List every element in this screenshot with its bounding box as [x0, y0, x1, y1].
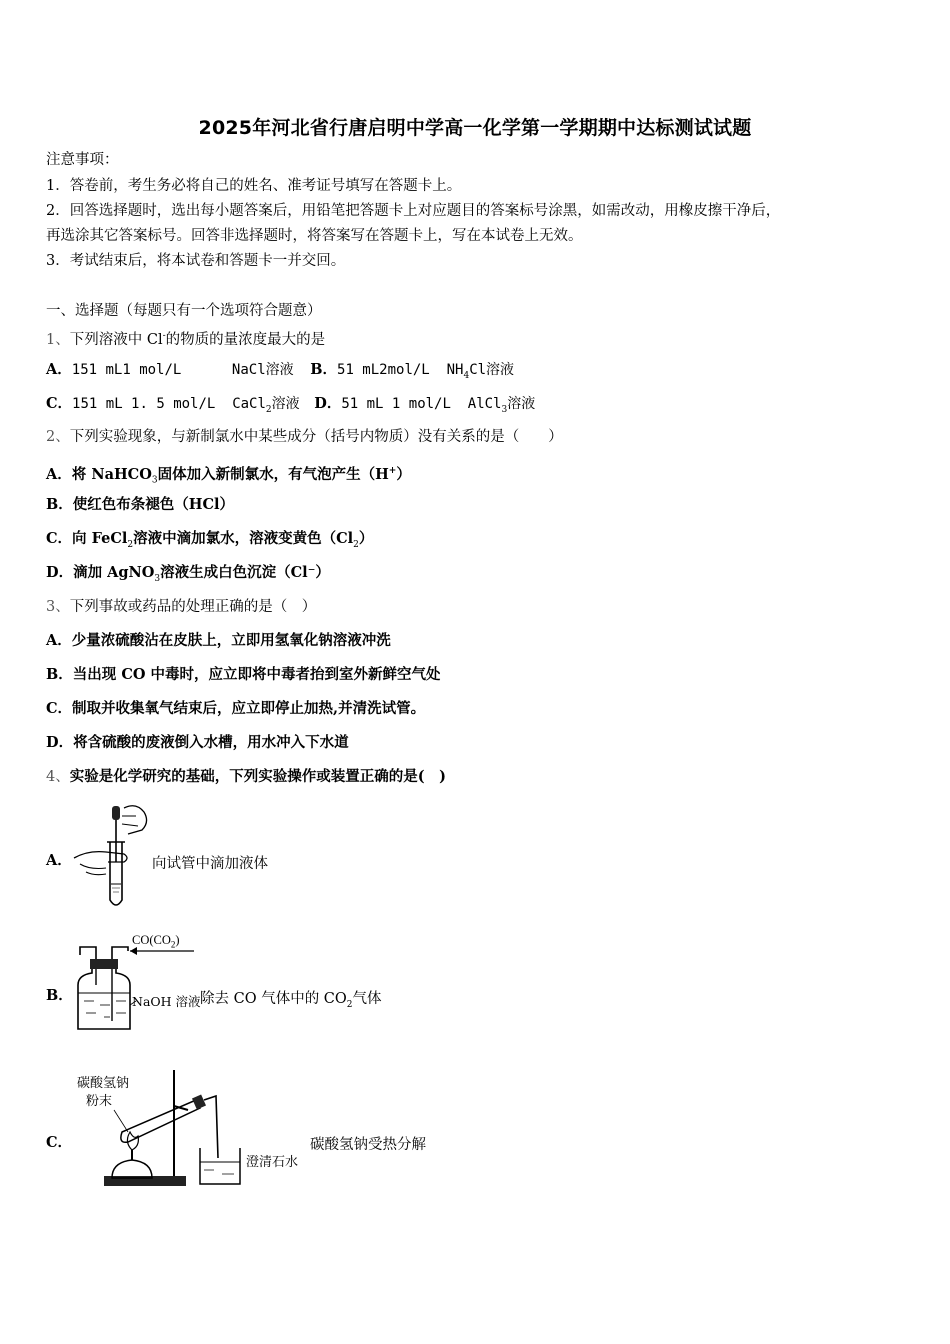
gas-label-text: CO(CO [132, 933, 171, 947]
option-a-text: 少量浓硫酸沾在皮肤上，立即用氢氧化钠溶液冲洗 [71, 632, 391, 649]
option-label-c: C． [46, 395, 73, 412]
option-a-text: 固体加入新制氯水，有气泡产生（H [157, 465, 389, 483]
powder-label-line1: 碳酸氢钠 [77, 1076, 130, 1091]
option-label-d: D． [46, 564, 74, 581]
option-c-text: 制取并收集氧气结束后，应立即停止加热,并清洗试管。 [72, 700, 426, 717]
option-d-text: 滴加 AgNO [73, 564, 155, 581]
stem-text: 下列实验现象，与新制氯水中某些成分（括号内物质）没有关系的是（ ） [69, 429, 563, 445]
question-2-option-c [46, 529, 373, 555]
superscript: - [162, 331, 166, 341]
notice-item-2a: 2．回答选择题时，选出每小题答案后，用铅笔把答题卡上对应题目的答案标号涂黑，如需改动，用橡皮擦干净后， [46, 203, 781, 219]
question-2-stem [46, 427, 563, 447]
powder-label-line2: 粉末 [86, 1094, 113, 1109]
question-3-option-d [46, 733, 349, 753]
option-c-text: 151 mL 1. 5 mol/L CaCl [72, 396, 266, 412]
superscript: + [388, 466, 397, 476]
question-number: 1、 [46, 331, 70, 348]
option-label-d: D． [46, 734, 74, 751]
gas-label-text: ) [175, 933, 180, 947]
notice-item-1: 1．答卷前，考生务必将自己的姓名、准考证号填写在答题卡上。 [46, 178, 462, 194]
gas-label [132, 933, 180, 950]
question-1-stem [46, 326, 325, 350]
subscript: 4 [463, 370, 470, 381]
notice-item-3: 3．考试结束后，将本试卷和答题卡一并交回。 [46, 253, 346, 269]
option-a-text: ） [396, 465, 411, 483]
option-label-a: A． [46, 852, 72, 869]
option-label-a: A． [46, 465, 72, 483]
subscript: 2 [127, 539, 134, 550]
question-2-option-d [46, 563, 330, 589]
option-label-b: B． [46, 496, 73, 513]
stem-text: 下列溶液中 Cl [69, 331, 163, 348]
section-heading: 一、选择题（每题只有一个选项符合题意） [46, 303, 322, 319]
question-2-option-b [46, 495, 234, 515]
question-number: 2、 [46, 429, 70, 445]
option-label-c: C． [46, 1134, 73, 1151]
option-d-text: 溶液生成白色沉淀（Cl⁻） [160, 564, 330, 581]
limewater-label: 澄清石水 [246, 1155, 299, 1170]
option-c-text: 溶液 [271, 396, 300, 412]
subscript: 3 [151, 475, 158, 486]
subscript: 3 [154, 573, 161, 584]
subscript: 2 [265, 404, 272, 415]
option-b-text: 当出现 CO 中毒时，应立即将中毒者抬到室外新鲜空气处 [72, 666, 441, 683]
option-label-c: C． [46, 700, 73, 717]
option-b-caption [200, 987, 382, 1010]
question-1-options-cd [46, 394, 535, 420]
question-number: 4、 [46, 769, 70, 785]
question-number: 3、 [46, 599, 70, 615]
option-d-text: 51 mL 1 mol/L AlCl [341, 396, 502, 412]
option-c-text: 溶液中滴加氯水，溶液变黄色（Cl [133, 530, 354, 547]
subscript: 2 [353, 539, 359, 550]
option-b-text: 51 mL2mol/L NH [337, 362, 464, 378]
page-title: 2025年河北省行唐启明中学高一化学第一学期期中达标测试试题 [198, 117, 752, 139]
dropper-test-tube-figure [72, 800, 154, 912]
notice-item-2b: 再选涂其它答案标号。回答非选择题时，将答案写在答题卡上，写在本试卷上无效。 [46, 228, 583, 244]
stem-text: 的物质的量浓度最大的是 [165, 331, 326, 348]
option-c-caption: 碳酸氢钠受热分解 [310, 1137, 426, 1153]
option-a-text: 151 mL1 mol/L NaCl溶液 [71, 362, 294, 378]
heating-apparatus-figure [100, 1066, 310, 1192]
question-3-stem [46, 597, 316, 617]
subscript: 3 [501, 404, 508, 415]
question-4-stem [46, 767, 446, 787]
option-label-d: D． [314, 395, 342, 412]
subscript: 2 [346, 999, 353, 1010]
question-3-option-b [46, 665, 441, 685]
naoh-solution-label: NaOH 溶液 [132, 994, 201, 1009]
option-c-text: 向 FeCl [72, 530, 128, 547]
stem-text: 下列事故或药品的处理正确的是（ ） [69, 599, 317, 615]
subscript: 2 [170, 939, 176, 950]
option-label-a: A． [46, 361, 72, 378]
question-3-option-c [46, 699, 425, 719]
option-d-text: 将含硫酸的废液倒入水槽，用水冲入下水道 [73, 734, 349, 751]
question-1-options-ab [46, 360, 514, 386]
option-b-caption-text: 除去 CO 气体中的 CO [200, 991, 347, 1007]
notice-heading: 注意事项： [46, 152, 119, 168]
option-b-caption-text: 气体 [352, 991, 382, 1007]
stem-text: 实验是化学研究的基础，下列实验操作或装置正确的是( ) [69, 768, 446, 785]
option-d-text: 溶液 [507, 396, 536, 412]
option-b-text: 使红色布条褪色（HCl） [72, 496, 235, 513]
question-2-option-a [46, 461, 411, 491]
question-3-option-a [46, 631, 391, 651]
option-label-a: A． [46, 632, 72, 649]
option-label-b: B． [310, 361, 338, 378]
option-b-text: Cl溶液 [469, 362, 515, 378]
option-a-caption: 向试管中滴加液体 [152, 856, 268, 872]
option-label-c: C． [46, 530, 73, 547]
option-c-text: ） [358, 530, 374, 547]
option-label-b: B． [46, 987, 73, 1004]
option-a-text: 将 NaHCO [71, 465, 152, 483]
option-label-b: B． [46, 666, 73, 683]
